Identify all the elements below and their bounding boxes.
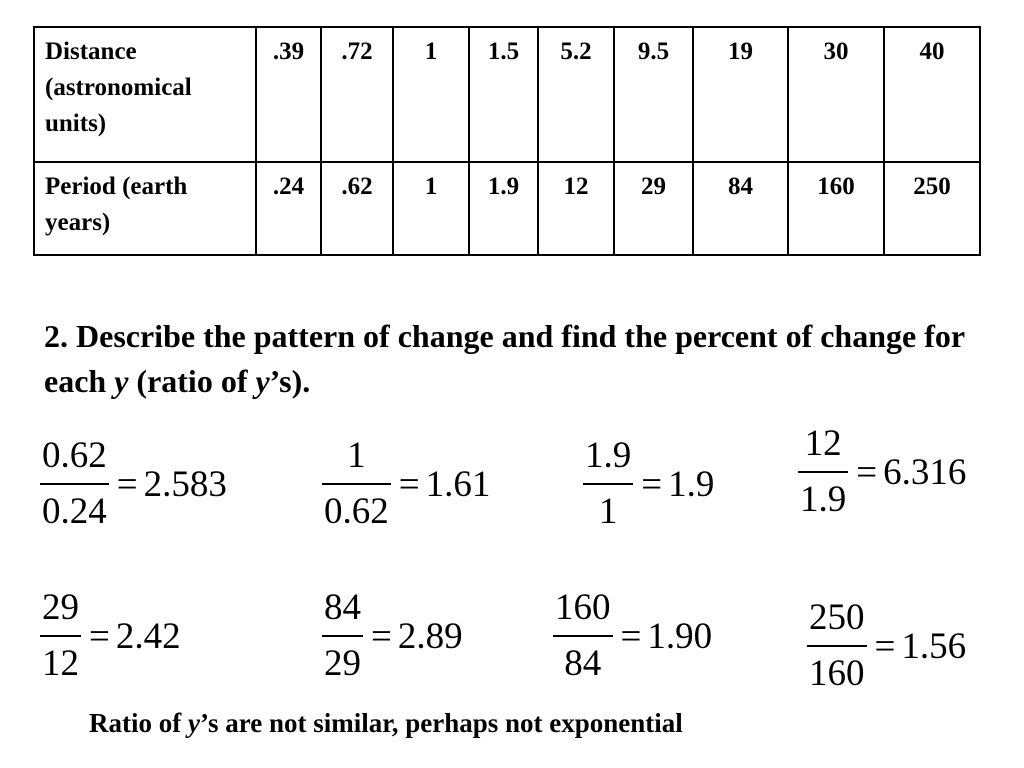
conclusion-suffix: ’s are not similar, perhaps not exponential (199, 708, 683, 738)
equals-sign: = (116, 463, 138, 505)
data-table (33, 26, 981, 256)
ratio-result: 1.9 (668, 463, 715, 505)
denominator: 12 (42, 643, 79, 684)
fraction (322, 434, 391, 534)
distance-cell: .72 (321, 27, 393, 162)
denominator: 0.62 (324, 491, 389, 532)
fraction (40, 586, 81, 686)
denominator: 0.24 (42, 491, 107, 532)
distance-cell: 1.5 (469, 27, 538, 162)
period-cell: 12 (538, 162, 614, 255)
conclusion-variable: y (187, 708, 200, 738)
numerator: 160 (555, 587, 611, 628)
period-cell: .62 (321, 162, 393, 255)
fraction-bar (798, 471, 848, 473)
distance-row (34, 27, 980, 162)
ratio-equation (40, 586, 181, 686)
distance-cell: 30 (788, 27, 884, 162)
ratio-result: 2.89 (397, 615, 463, 657)
fraction (553, 586, 613, 686)
fraction (583, 434, 633, 534)
period-cell: 250 (884, 162, 980, 255)
period-cell: 1.9 (469, 162, 538, 255)
ratio-equation (40, 434, 227, 534)
equals-sign: = (620, 615, 642, 657)
ratio-result: 1.56 (901, 625, 967, 667)
question-text (44, 314, 1004, 404)
fraction (40, 434, 109, 534)
fraction (798, 422, 848, 522)
denominator: 84 (564, 643, 602, 684)
fraction-bar (40, 635, 81, 637)
distance-cell: 40 (884, 27, 980, 162)
question-prefix: 2. Describe the pattern of change and find the percent of change for each (44, 318, 965, 399)
ratio-result: 2.42 (115, 615, 181, 657)
question-variable: y (255, 363, 270, 399)
denominator: 1.9 (800, 479, 847, 520)
ratio-equation (553, 586, 712, 686)
ratio-result: 1.90 (647, 615, 713, 657)
question-variable: y (114, 363, 129, 399)
period-row (34, 162, 980, 255)
ratio-result: 2.583 (143, 463, 227, 505)
question-middle: (ratio of (128, 363, 256, 399)
numerator: 1.9 (585, 435, 632, 476)
distance-cell: .39 (256, 27, 321, 162)
period-cell: 84 (693, 162, 788, 255)
ratio-equation (322, 434, 490, 534)
distance-cell: 19 (693, 27, 788, 162)
fraction (807, 596, 867, 696)
ratio-equation (583, 434, 714, 534)
period-header: Period (earth years) (34, 162, 256, 255)
distance-cell: 9.5 (614, 27, 693, 162)
numerator: 1 (347, 435, 366, 476)
fraction-bar (807, 645, 867, 647)
period-cell: 1 (393, 162, 469, 255)
numerator: 250 (809, 597, 865, 638)
fraction-bar (40, 483, 109, 485)
ratio-result: 1.61 (425, 463, 491, 505)
equals-sign: = (856, 451, 878, 493)
period-cell: 160 (788, 162, 884, 255)
equals-sign: = (89, 615, 110, 657)
numerator: 84 (324, 587, 361, 628)
ratio-result: 6.316 (883, 451, 967, 493)
ratio-equation (807, 596, 966, 696)
equals-sign: = (874, 625, 896, 667)
numerator: 29 (42, 587, 79, 628)
conclusion-prefix: Ratio of (89, 708, 188, 738)
distance-header: Distance (astronomical units) (34, 27, 256, 162)
fraction-bar (322, 483, 391, 485)
equals-sign: = (398, 463, 420, 505)
denominator: 29 (324, 643, 361, 684)
fraction-bar (583, 483, 633, 485)
denominator: 160 (809, 653, 865, 694)
numerator: 0.62 (42, 435, 107, 476)
period-cell: 29 (614, 162, 693, 255)
equals-sign: = (371, 615, 392, 657)
ratio-equation (322, 586, 463, 686)
numerator: 12 (804, 423, 842, 464)
period-cell: .24 (256, 162, 321, 255)
ratio-equation (798, 422, 966, 522)
question-suffix: ’s). (269, 363, 311, 399)
equals-sign: = (641, 463, 663, 505)
distance-cell: 5.2 (538, 27, 614, 162)
fraction-bar (553, 635, 613, 637)
fraction-bar (322, 635, 363, 637)
denominator: 1 (598, 491, 618, 532)
distance-cell: 1 (393, 27, 469, 162)
conclusion-text (89, 704, 683, 742)
fraction (322, 586, 363, 686)
